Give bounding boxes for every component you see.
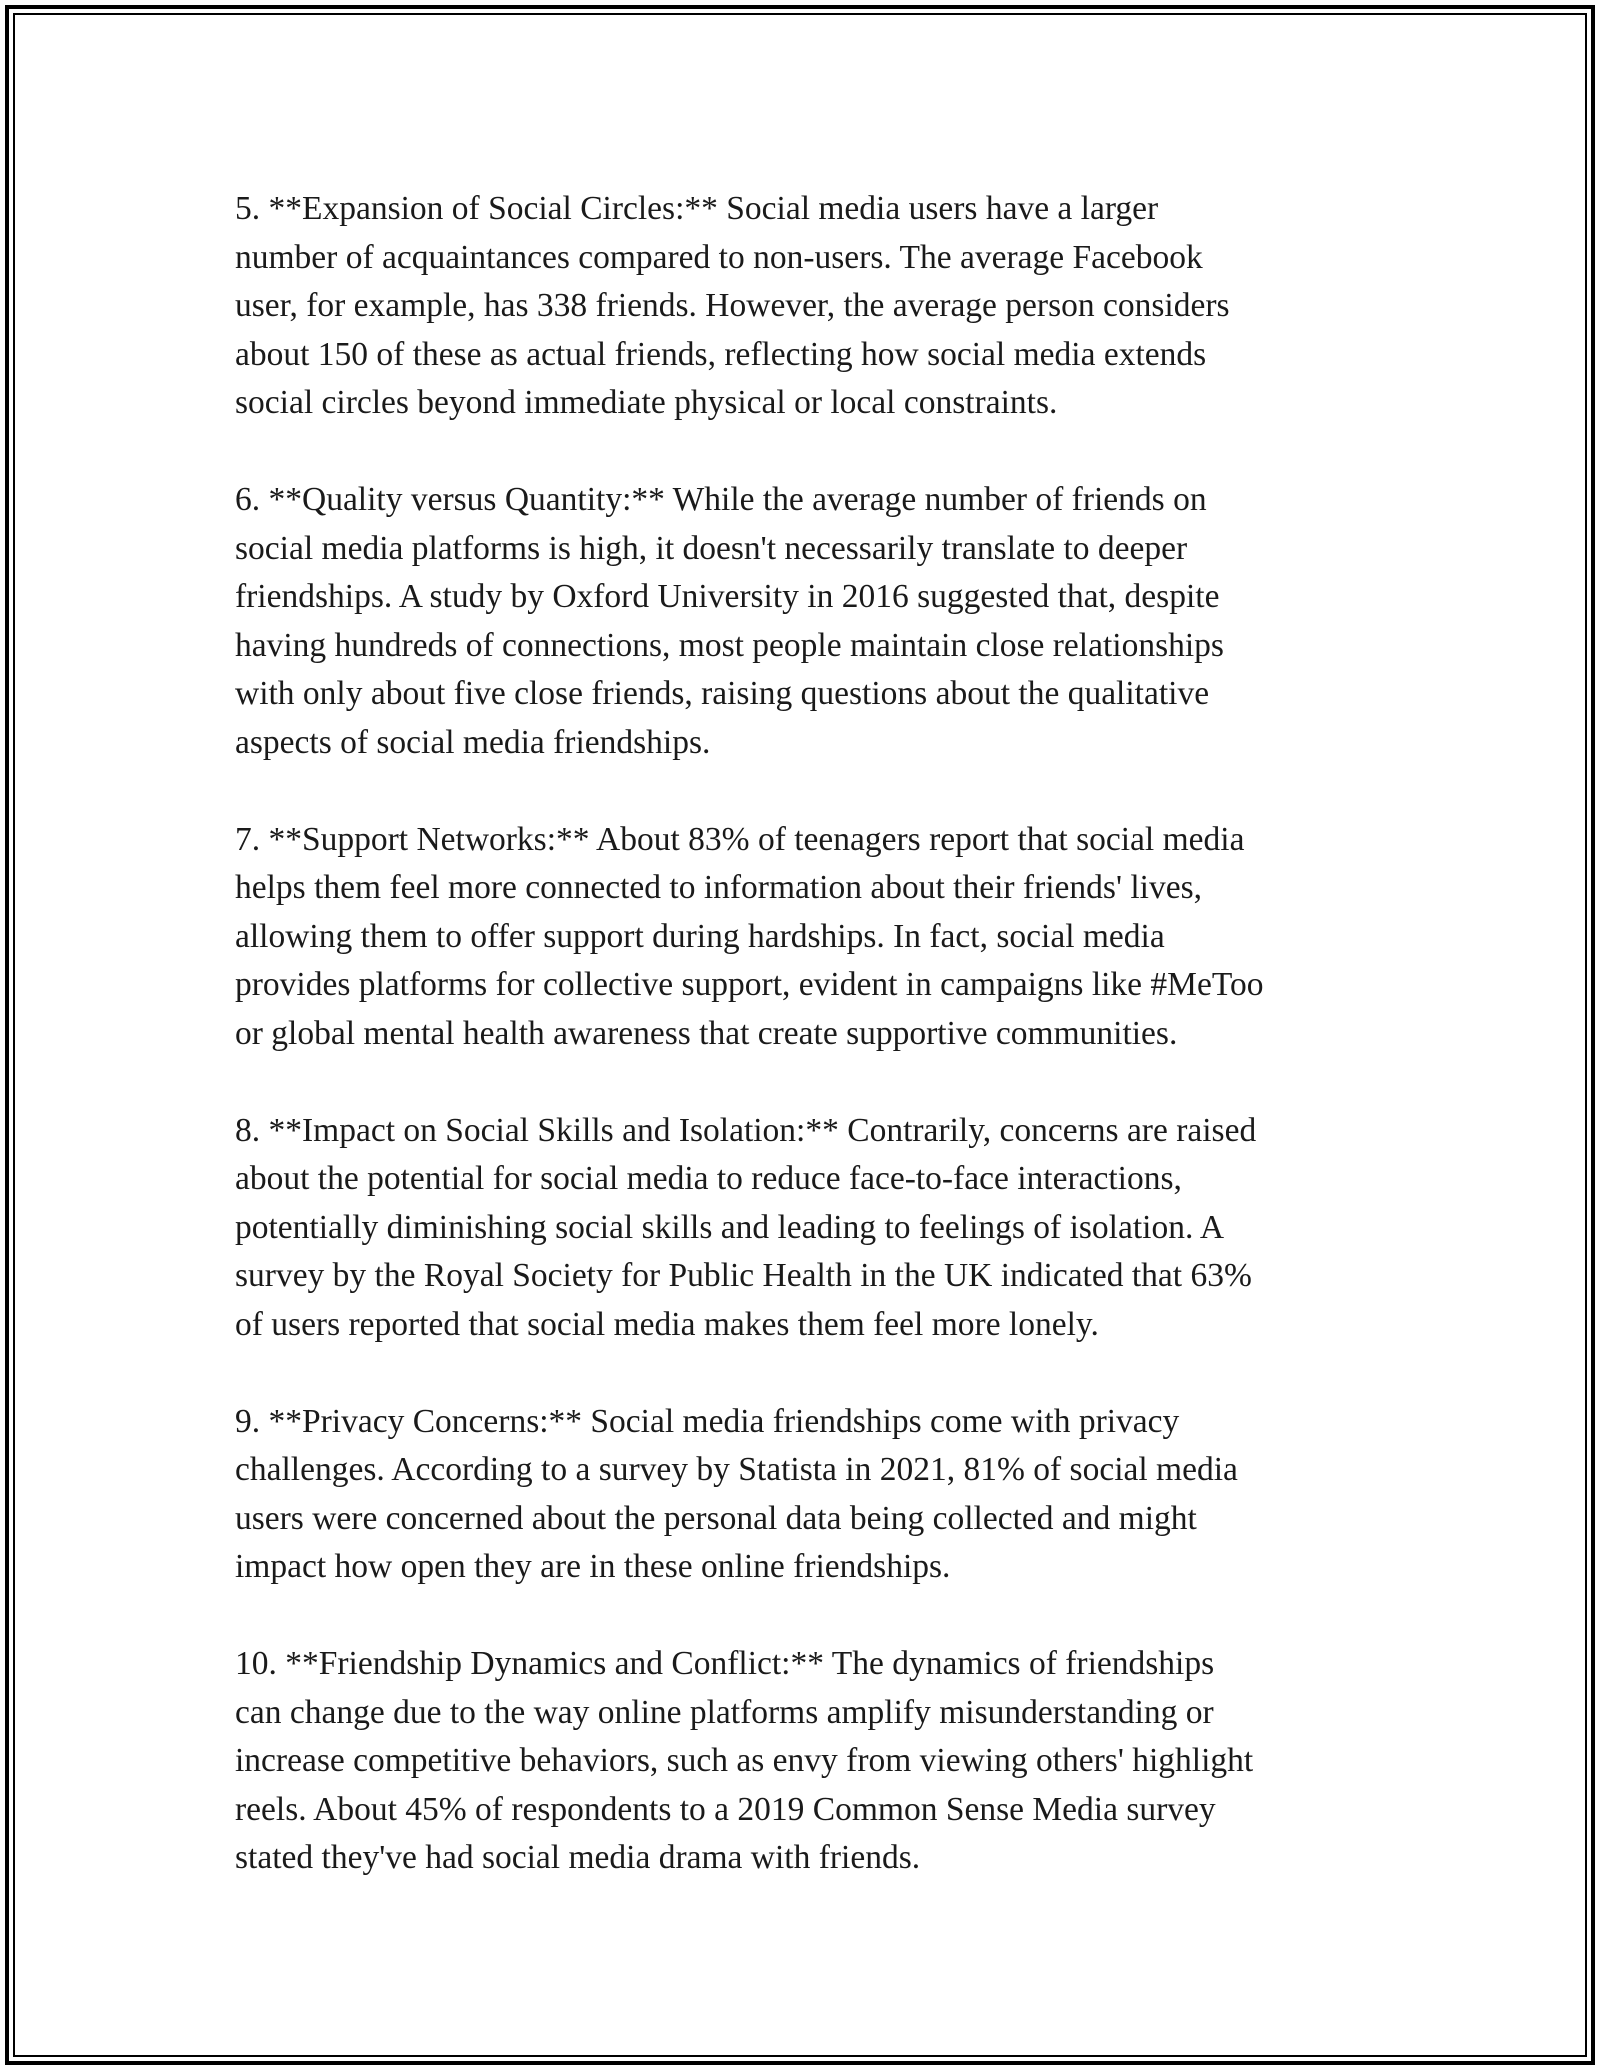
text-line: or global mental health awareness that create supportive communities.	[235, 1014, 1178, 1052]
text-line: 9. **Privacy Concerns:** Social media friendships come with privacy	[235, 1402, 1180, 1440]
text-line: social circles beyond immediate physical or local constraints.	[235, 384, 1058, 421]
text-line: with only about five close friends, raising questions about the qualitative	[235, 675, 1210, 712]
paragraph-impact-on-social-skills	[235, 1107, 1385, 1350]
text-line: 5. **Expansion of Social Circles:** Social media users have a larger	[235, 190, 1159, 227]
paragraph-friendship-dynamics	[235, 1640, 1385, 1883]
text-line: number of acquaintances compared to non-users. The average Facebook	[235, 238, 1203, 276]
text-line: stated they've had social media drama with friends.	[235, 1839, 921, 1876]
text-line: potentially diminishing social skills and leading to feelings of isolation. A	[235, 1208, 1225, 1246]
text-line: increase competitive behaviors, such as envy from viewing others' highlight	[235, 1742, 1254, 1779]
text-line: about 150 of these as actual friends, reflecting how social media extends	[235, 335, 1207, 373]
text-line: having hundreds of connections, most people maintain close relationships	[235, 626, 1224, 664]
paragraph-expansion-of-social-circles	[235, 185, 1385, 428]
text-line: users were concerned about the personal data being collected and might	[235, 1499, 1197, 1537]
text-line: can change due to the way online platforms amplify misunderstanding or	[235, 1693, 1214, 1731]
text-line: about the potential for social media to reduce face-to-face interactions,	[235, 1160, 1182, 1197]
text-line: impact how open they are in these online friendships.	[235, 1548, 951, 1585]
text-line: helps them feel more connected to information about their friends' lives,	[235, 869, 1203, 906]
text-line: challenges. According to a survey by Statista in 2021, 81% of social media	[235, 1451, 1238, 1488]
text-line: provides platforms for collective support, evident in campaigns like #MeToo	[235, 966, 1264, 1003]
text-line: 7. **Support Networks:** About 83% of teenagers report that social media	[235, 820, 1245, 858]
text-line: 6. **Quality versus Quantity:** While the average number of friends on	[235, 481, 1207, 518]
paragraph-support-networks	[235, 816, 1385, 1059]
text-line: survey by the Royal Society for Public Health in the UK indicated that 63%	[235, 1257, 1252, 1294]
text-line: 10. **Friendship Dynamics and Conflict:** The dynamics of friendships	[235, 1645, 1215, 1682]
document-body	[235, 185, 1385, 1883]
text-line: social media platforms is high, it doesn't necessarily translate to deeper	[235, 529, 1188, 567]
text-line: allowing them to offer support during hardships. In fact, social media	[235, 917, 1165, 955]
text-line: aspects of social media friendships.	[235, 723, 711, 761]
text-line: of users reported that social media makes them feel more lonely.	[235, 1305, 1099, 1343]
text-line: reels. About 45% of respondents to a 2019 Common Sense Media survey	[235, 1790, 1216, 1828]
paragraph-privacy-concerns	[235, 1398, 1385, 1592]
text-line: user, for example, has 338 friends. However, the average person considers	[235, 287, 1230, 324]
text-line: 8. **Impact on Social Skills and Isolation:** Contrarily, concerns are raised	[235, 1111, 1257, 1149]
paragraph-quality-versus-quantity	[235, 476, 1385, 767]
text-line: friendships. A study by Oxford University in 2016 suggested that, despite	[235, 578, 1220, 615]
